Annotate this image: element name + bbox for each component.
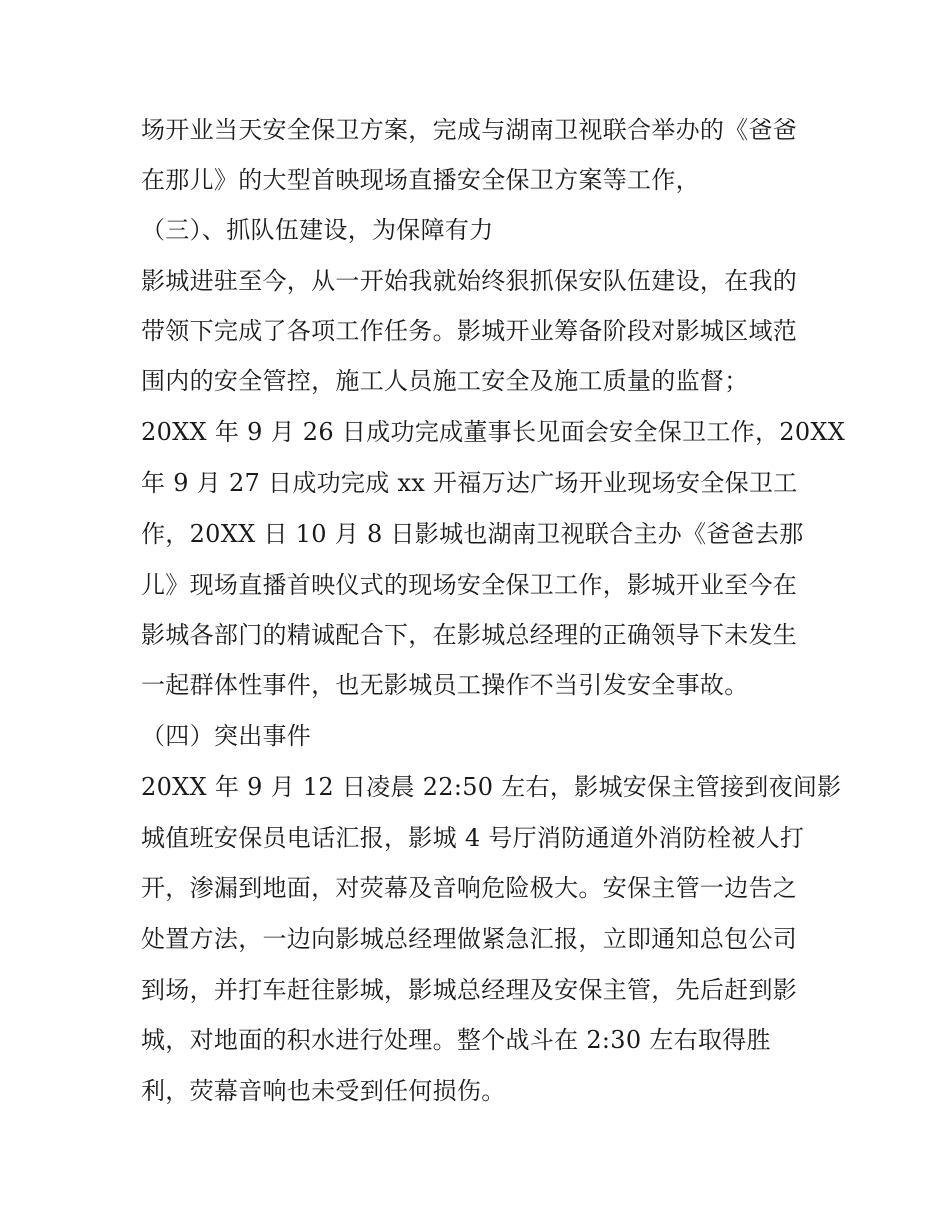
- text-line: 场开业当天安全保卫方案，完成与湖南卫视联合举办的《爸爸: [141, 116, 798, 144]
- text-line: 开，渗漏到地面，对荧幕及音响危险极大。安保主管一边告之: [141, 874, 798, 902]
- text-line: 到场，并打车赶往影城，影城总经理及安保主管，先后赶到影: [141, 976, 798, 1004]
- text-line: 处置方法，一边向影城总经理做紧急汇报，立即通知总包公司: [141, 925, 798, 953]
- text-line: 影城进驻至今，从一开始我就始终狠抓保安队伍建设，在我的: [141, 267, 798, 295]
- text-line: 带领下完成了各项工作任务。影城开业筹备阶段对影城区域范: [141, 317, 798, 345]
- section-heading: （四）突出事件: [141, 722, 312, 750]
- text-line: 一起群体性事件，也无影城员工操作不当引发安全事故。: [141, 671, 749, 699]
- text-line: 城值班安保员电话汇报，影城 4 号厅消防通道外消防栓被人打: [141, 824, 805, 852]
- text-line: 在那儿》的大型首映现场直播安全保卫方案等工作，: [141, 166, 700, 194]
- section-heading: （三）、抓队伍建设，为保障有力: [141, 216, 494, 244]
- text-line: 影城各部门的精诚配合下，在影城总经理的正确领导下未发生: [141, 621, 798, 649]
- text-line: 儿》现场直播首映仪式的现场安全保卫工作，影城开业至今在: [141, 571, 798, 599]
- text-line: 年 9 月 27 日成功完成 xx 开福万达广场开业现场安全保卫工: [141, 469, 798, 497]
- text-line: 利，荧幕音响也未受到任何损伤。: [141, 1077, 506, 1105]
- text-line: 20XX 年 9 月 26 日成功完成董事长见面会安全保卫工作，20XX: [141, 418, 846, 446]
- text-line: 城，对地面的积水进行处理。整个战斗在 2:30 左右取得胜: [141, 1026, 771, 1054]
- text-line: 20XX 年 9 月 12 日凌晨 22:50 左右，影城安保主管接到夜间影: [141, 773, 842, 801]
- text-line: 作，20XX 日 10 月 8 日影城也湖南卫视联合主办《爸爸去那: [141, 520, 804, 548]
- text-line: 围内的安全管控，施工人员施工安全及施工质量的监督；: [141, 367, 749, 395]
